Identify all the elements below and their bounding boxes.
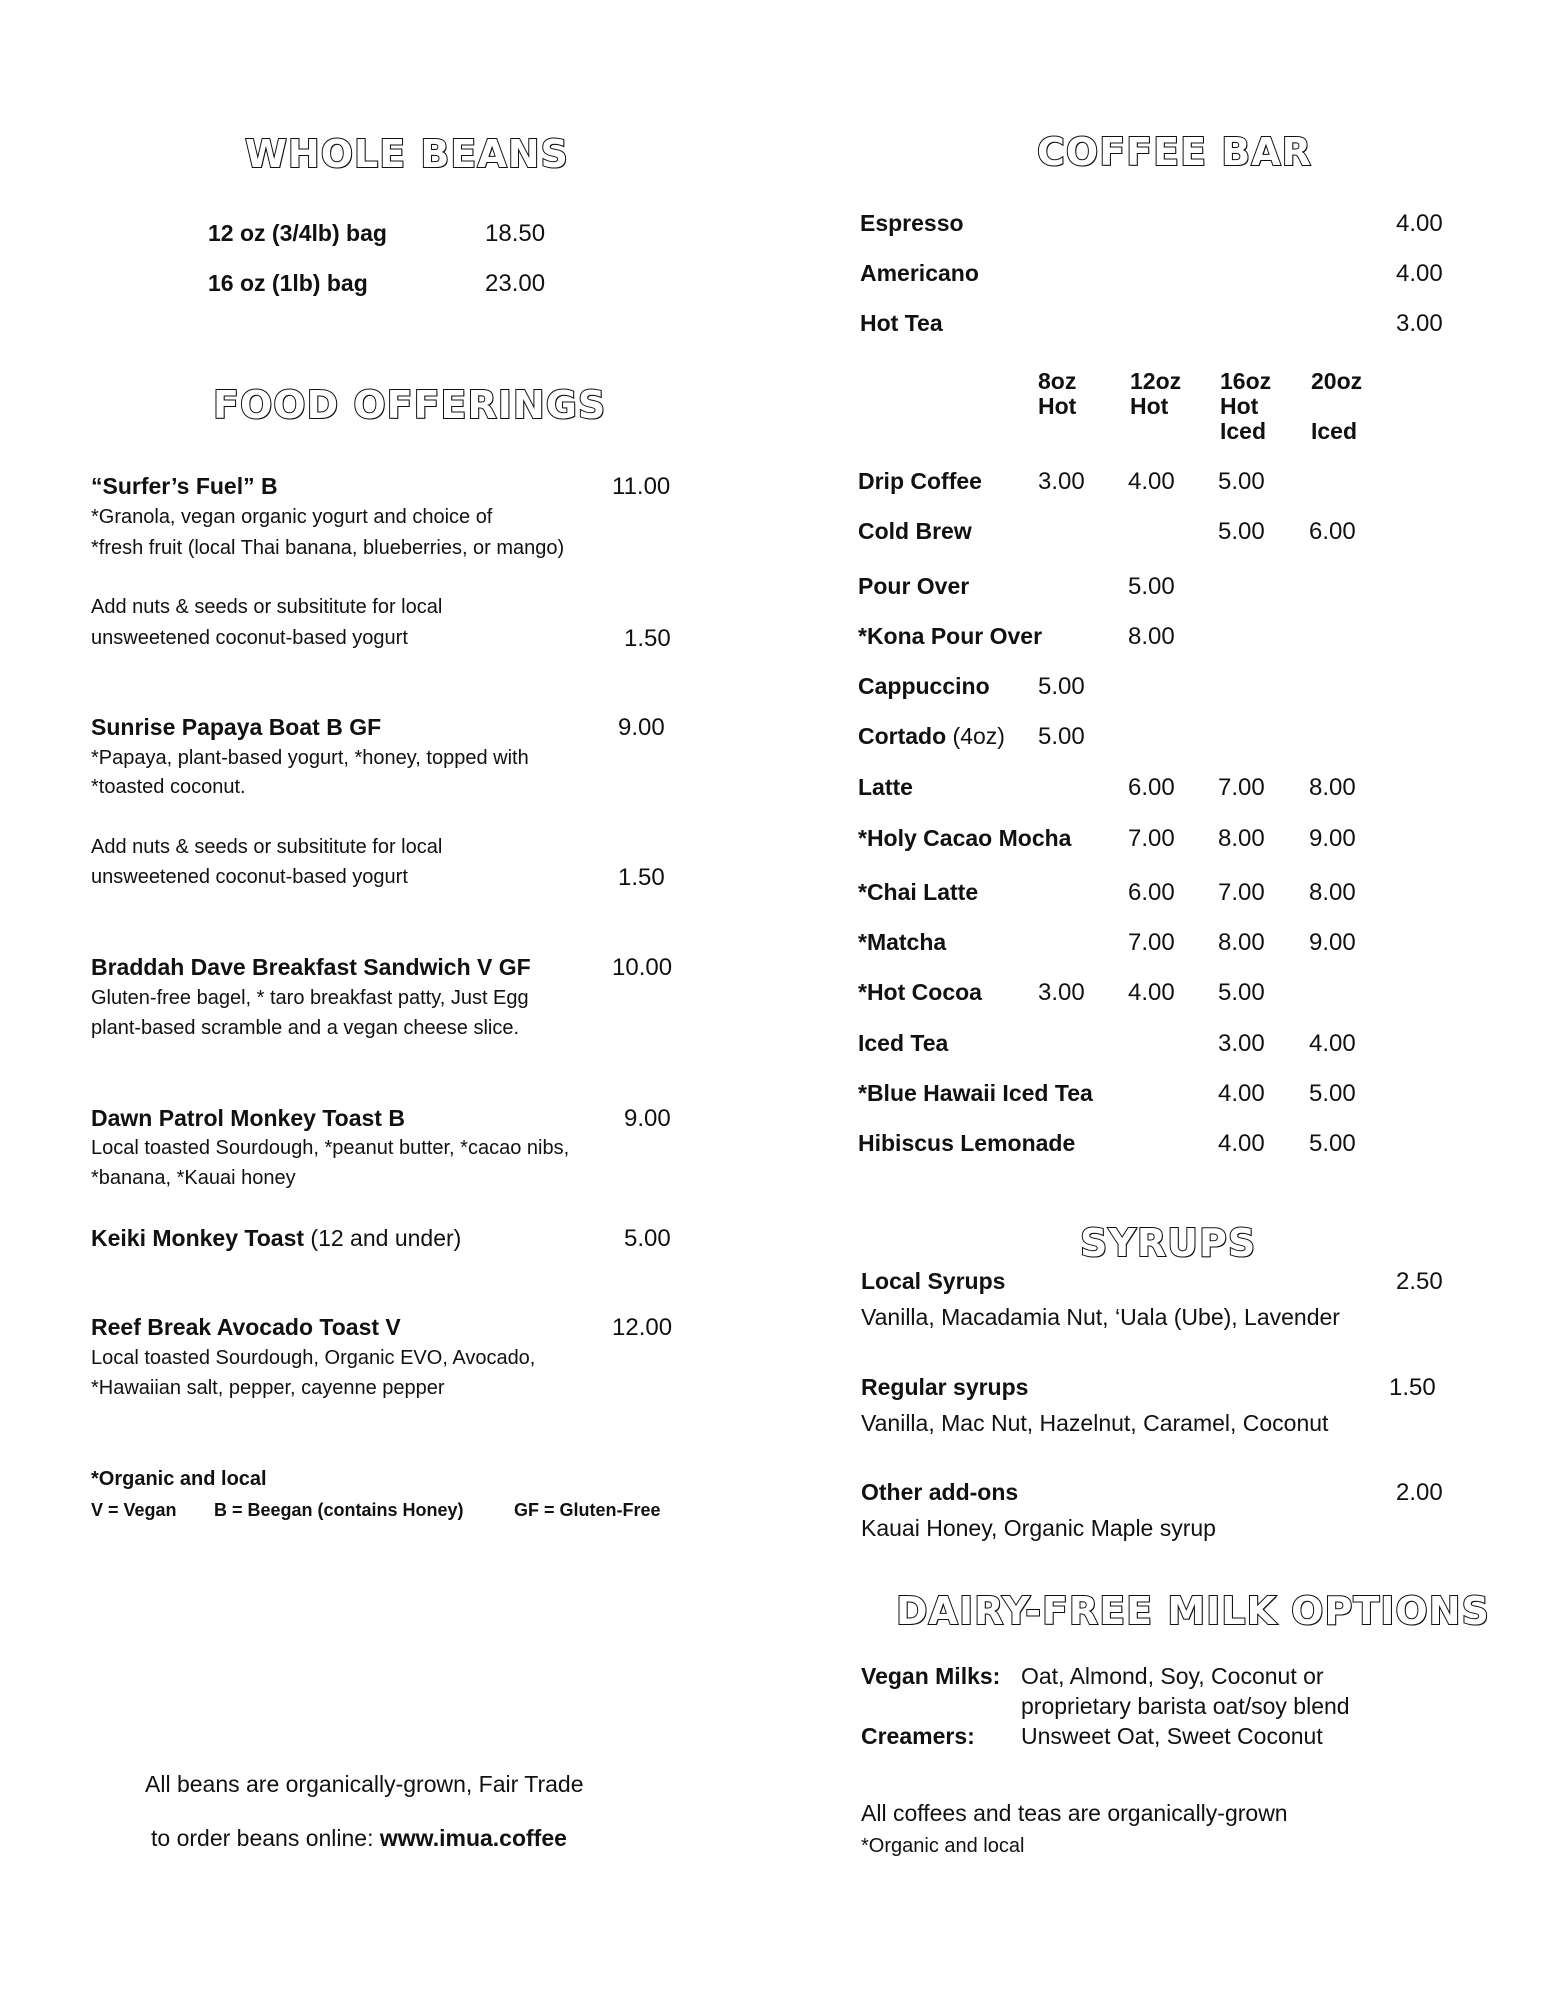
food-item-price: 5.00 [624, 1225, 671, 1252]
coffee-item-price: 4.00 [1396, 260, 1443, 287]
coffee-row-name [858, 468, 982, 496]
creamers-label: Creamers: [861, 1723, 975, 1749]
coffee-drink-name: Cortado [858, 723, 947, 749]
food-item-desc: Local toasted Sourdough, Organic EVO, Avocado, [91, 1347, 536, 1369]
coffee-drink-name: Iced Tea [858, 1030, 949, 1056]
size-column-label: 16oz [1220, 368, 1272, 394]
coffee-drink-name: Latte [858, 774, 913, 800]
food-item-desc: *Papaya, plant-based yogurt, *honey, topped with [91, 747, 529, 769]
syrup-category-name: Other add-ons [861, 1479, 1019, 1505]
coffee-row-price: 9.00 [1309, 929, 1356, 956]
syrup-category-name: Regular syrups [861, 1374, 1029, 1400]
coffee-row-price: 4.00 [1128, 468, 1175, 495]
coffee-row-price: 5.00 [1038, 673, 1085, 700]
coffee-row-name [858, 623, 1042, 651]
whole-beans-heading: WHOLE BEANS [245, 132, 569, 176]
legend-beegan: B = Beegan (contains Honey) [214, 1500, 464, 1520]
food-addon-price: 1.50 [618, 864, 665, 891]
coffee-row-price: 5.00 [1309, 1130, 1356, 1157]
food-item-desc: plant-based scramble and a vegan cheese slice. [91, 1017, 520, 1039]
coffee-row-name [858, 1130, 1075, 1158]
coffee-row-name [858, 979, 982, 1007]
beans-footer-note: All beans are organically-grown, Fair Trade [145, 1771, 584, 1797]
website-link[interactable]: www.imua.coffee [379, 1825, 567, 1851]
size-column-label: Hot [1220, 393, 1259, 419]
food-item-price: 10.00 [612, 954, 673, 981]
bean-item-price: 23.00 [485, 270, 546, 297]
coffee-row-price: 4.00 [1218, 1130, 1265, 1157]
coffee-row-price: 8.00 [1128, 623, 1175, 650]
coffee-row-price: 6.00 [1309, 518, 1356, 545]
creamers-list: Unsweet Oat, Sweet Coconut [1021, 1723, 1323, 1749]
coffee-item-price: 4.00 [1396, 210, 1443, 237]
food-addon-text: Add nuts & seeds or subsititute for local [91, 836, 443, 858]
coffee-drink-name: Drip Coffee [858, 468, 982, 494]
coffee-drink-name: *Matcha [858, 929, 947, 955]
food-item-price: 9.00 [618, 714, 665, 741]
coffee-drink-note: (4oz) [946, 723, 1005, 749]
food-item-desc: *Granola, vegan organic yogurt and choice of [91, 506, 493, 528]
bean-item-name: 12 oz (3/4lb) bag [208, 220, 387, 246]
coffee-item-name: Espresso [860, 210, 964, 236]
coffee-row-price: 4.00 [1128, 979, 1175, 1006]
coffee-row-price: 3.00 [1038, 468, 1085, 495]
coffee-row-price: 6.00 [1128, 879, 1175, 906]
coffee-item-price: 3.00 [1396, 310, 1443, 337]
size-column-label: Iced [1220, 418, 1267, 444]
coffee-row-price: 3.00 [1038, 979, 1085, 1006]
coffee-row-name [858, 825, 1071, 853]
food-item-desc: Gluten-free bagel, * taro breakfast patty, Just Egg [91, 987, 529, 1009]
coffee-row-price: 5.00 [1218, 468, 1265, 495]
coffee-row-price: 8.00 [1309, 879, 1356, 906]
size-column-label: 20oz [1311, 368, 1363, 394]
size-column-label: 8oz [1038, 368, 1077, 394]
coffee-bar-heading: COFFEE BAR [1037, 130, 1312, 174]
coffee-drink-name: *Holy Cacao Mocha [858, 825, 1072, 851]
food-item-desc: *fresh fruit (local Thai banana, blueberries, or mango) [91, 537, 565, 559]
food-item-desc: Local toasted Sourdough, *peanut butter, *cacao nibs, [91, 1137, 570, 1159]
vegan-milks-label: Vegan Milks: [861, 1663, 1001, 1689]
food-item-name [91, 1225, 461, 1253]
coffee-row-price: 8.00 [1309, 774, 1356, 801]
legend-vegan: V = Vegan [91, 1500, 177, 1520]
food-item-price: 9.00 [624, 1105, 671, 1132]
coffees-footer-note: All coffees and teas are organically-grown [861, 1800, 1288, 1826]
coffee-row-name [858, 1030, 948, 1058]
coffee-row-price: 7.00 [1218, 774, 1265, 801]
coffee-row-price: 4.00 [1309, 1030, 1356, 1057]
food-item-price: 12.00 [612, 1314, 673, 1341]
coffee-drink-name: Hibiscus Lemonade [858, 1130, 1076, 1156]
coffee-row-price: 5.00 [1309, 1080, 1356, 1107]
syrup-category-name: Local Syrups [861, 1268, 1006, 1294]
vegan-milks-list: Oat, Almond, Soy, Coconut or [1021, 1663, 1324, 1689]
food-item-price: 11.00 [612, 473, 671, 500]
coffee-row-name [858, 879, 978, 907]
food-addon-price: 1.50 [624, 625, 671, 652]
size-column-label: Hot [1038, 393, 1077, 419]
food-addon-text: unsweetened coconut-based yogurt [91, 627, 408, 649]
food-item-name: Dawn Patrol Monkey Toast B [91, 1105, 405, 1131]
legend-organic: *Organic and local [91, 1468, 267, 1490]
coffee-row-name [858, 1080, 1093, 1108]
coffee-row-price: 7.00 [1128, 929, 1175, 956]
coffee-row-price: 7.00 [1218, 879, 1265, 906]
organic-local-note: *Organic and local [861, 1835, 1025, 1857]
food-offerings-heading: FOOD OFFERINGS [213, 383, 607, 427]
coffee-drink-name: *Kona Pour Over [858, 623, 1043, 649]
food-item-name: “Surfer’s Fuel” B [91, 473, 278, 499]
food-addon-text: Add nuts & seeds or subsititute for local [91, 596, 443, 618]
coffee-row-price: 5.00 [1218, 518, 1265, 545]
coffee-row-price: 5.00 [1218, 979, 1265, 1006]
milk-options-heading: DAIRY-FREE MILK OPTIONS [896, 1589, 1490, 1633]
coffee-row-name [858, 573, 969, 601]
legend-gluten-free: GF = Gluten-Free [514, 1500, 661, 1520]
bean-item-name: 16 oz (1lb) bag [208, 270, 368, 296]
coffee-row-name [858, 723, 1005, 751]
syrup-category-price: 2.00 [1396, 1479, 1443, 1506]
coffee-row-name [858, 774, 913, 802]
coffee-row-name [858, 518, 972, 546]
coffee-row-price: 3.00 [1218, 1030, 1265, 1057]
size-column-label: Iced [1311, 418, 1358, 444]
coffee-drink-name: *Blue Hawaii Iced Tea [858, 1080, 1093, 1106]
coffee-drink-name: Cappuccino [858, 673, 990, 699]
order-prefix: to order beans online: [151, 1825, 380, 1851]
coffee-row-name [858, 929, 946, 957]
coffee-row-price: 4.00 [1218, 1080, 1265, 1107]
syrup-category-desc: Kauai Honey, Organic Maple syrup [861, 1515, 1216, 1541]
vegan-milks-list: proprietary barista oat/soy blend [1021, 1693, 1350, 1719]
syrups-heading: SYRUPS [1080, 1221, 1257, 1265]
coffee-row-price: 7.00 [1128, 825, 1175, 852]
food-item-name: Reef Break Avocado Toast V [91, 1314, 401, 1340]
syrup-category-desc: Vanilla, Macadamia Nut, ‘Uala (Ube), Lavender [861, 1304, 1340, 1330]
food-item-name: Sunrise Papaya Boat B GF [91, 714, 382, 740]
coffee-row-price: 5.00 [1128, 573, 1175, 600]
coffee-item-name: Hot Tea [860, 310, 943, 336]
beans-order-line [151, 1825, 567, 1853]
coffee-row-price: 5.00 [1038, 723, 1085, 750]
coffee-row-price: 6.00 [1128, 774, 1175, 801]
size-column-label: Hot [1130, 393, 1169, 419]
coffee-row-price: 8.00 [1218, 825, 1265, 852]
food-item-desc: *Hawaiian salt, pepper, cayenne pepper [91, 1377, 445, 1399]
food-item-desc: *banana, *Kauai honey [91, 1167, 296, 1189]
coffee-drink-name: *Hot Cocoa [858, 979, 982, 1005]
keiki-name: Keiki Monkey Toast [91, 1225, 305, 1251]
coffee-row-price: 8.00 [1218, 929, 1265, 956]
size-column-label: 12oz [1130, 368, 1182, 394]
coffee-row-price: 9.00 [1309, 825, 1356, 852]
keiki-note: (12 and under) [304, 1225, 462, 1251]
coffee-drink-name: *Chai Latte [858, 879, 979, 905]
bean-item-price: 18.50 [485, 220, 546, 247]
coffee-drink-name: Cold Brew [858, 518, 972, 544]
food-item-desc: *toasted coconut. [91, 776, 246, 798]
syrup-category-price: 2.50 [1396, 1268, 1443, 1295]
food-addon-text: unsweetened coconut-based yogurt [91, 866, 408, 888]
coffee-item-name: Americano [860, 260, 979, 286]
food-item-name: Braddah Dave Breakfast Sandwich V GF [91, 954, 531, 980]
coffee-row-name [858, 673, 990, 701]
syrup-category-price: 1.50 [1389, 1374, 1436, 1401]
syrup-category-desc: Vanilla, Mac Nut, Hazelnut, Caramel, Coconut [861, 1410, 1329, 1436]
coffee-drink-name: Pour Over [858, 573, 970, 599]
